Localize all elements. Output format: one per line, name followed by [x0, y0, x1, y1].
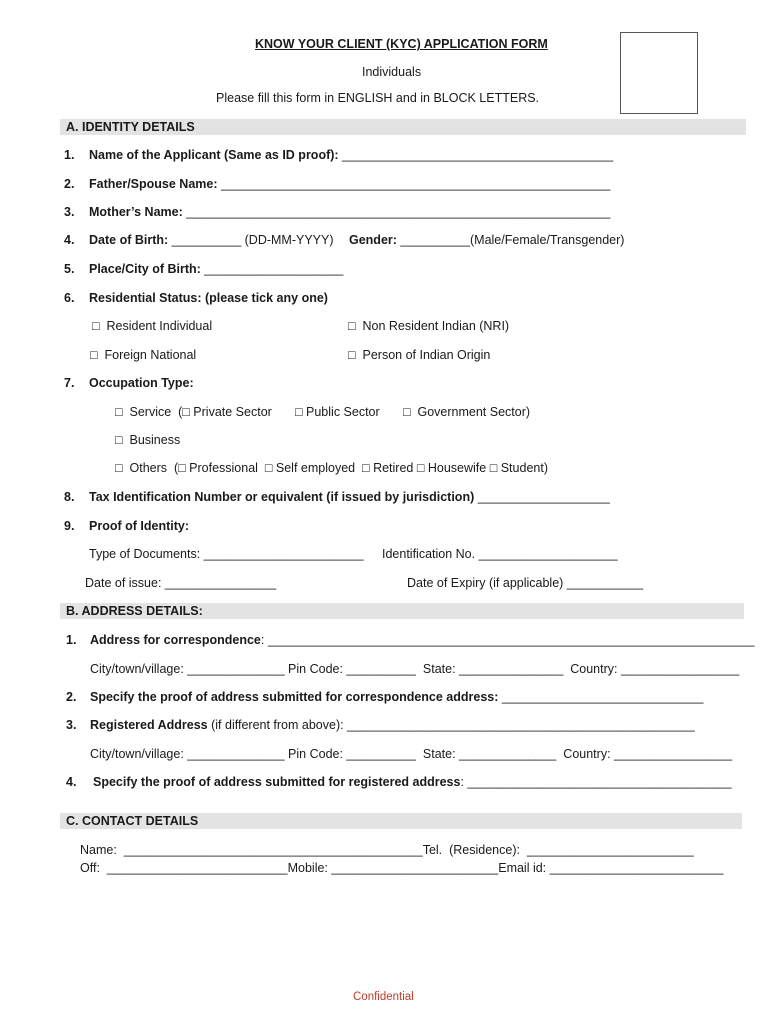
- b1-number: 1.: [66, 633, 77, 647]
- section-c-header: [60, 813, 742, 829]
- form-subtitle: Individuals: [362, 65, 422, 79]
- photo-box[interactable]: [620, 32, 698, 114]
- q9-number: 9.: [64, 519, 75, 533]
- registered-city-pin-state-country[interactable]: City/town/village: ______________ Pin Code: __________ State: ______________ Country: _________________: [90, 747, 733, 761]
- correspondence-address-label: Address for correspondence: [90, 633, 261, 647]
- section-c-heading: C. CONTACT DETAILS: [66, 814, 199, 828]
- b4-number: 4.: [66, 775, 77, 789]
- q2-number: 2.: [64, 177, 75, 191]
- mother-name-field[interactable]: Mother’s Name: _____________________________________________________________: [89, 205, 611, 219]
- date-of-birth-field[interactable]: Date of Birth: __________ (DD-MM-YYYY): [89, 233, 334, 247]
- registered-address-field[interactable]: [90, 718, 695, 732]
- correspondence-address-field[interactable]: [90, 633, 754, 647]
- q5-number: 5.: [64, 262, 75, 276]
- b2-number: 2.: [66, 690, 77, 704]
- q8-number: 8.: [64, 490, 75, 504]
- section-b-header: [60, 603, 744, 619]
- registered-proof-field[interactable]: [93, 775, 732, 789]
- place-of-birth-field[interactable]: Place/City of Birth: ____________________: [89, 262, 344, 276]
- correspondence-proof-field[interactable]: Specify the proof of address submitted for correspondence address: _____________________________: [90, 690, 704, 704]
- checkbox-others[interactable]: □ Others (□ Professional □ Self employed □ Retired □ Housewife □ Student): [115, 461, 548, 475]
- occupation-type-label: Occupation Type:: [89, 376, 194, 390]
- q7-number: 7.: [64, 376, 75, 390]
- applicant-name-field[interactable]: Name of the Applicant (Same as ID proof): _______________________________________: [89, 148, 614, 162]
- checkbox-service[interactable]: □ Service (□ Private Sector: [115, 405, 272, 419]
- document-type-field[interactable]: Type of Documents: _______________________: [89, 547, 364, 561]
- form-title: KNOW YOUR CLIENT (KYC) APPLICATION FORM: [255, 37, 548, 51]
- proof-of-identity-label: Proof of Identity:: [89, 519, 189, 533]
- q1-number: 1.: [64, 148, 75, 162]
- b3-number: 3.: [66, 718, 77, 732]
- tax-id-field[interactable]: Tax Identification Number or equivalent (if issued by jurisdiction) ___________________: [89, 490, 610, 504]
- date-of-expiry-field[interactable]: Date of Expiry (if applicable) ___________: [407, 576, 644, 590]
- checkbox-business[interactable]: □ Business: [115, 433, 181, 447]
- gender-field[interactable]: Gender: __________: [349, 233, 470, 247]
- confidential-footer: Confidential: [353, 991, 414, 1003]
- registered-proof-line: : ______________________________________: [460, 775, 732, 789]
- q3-number: 3.: [64, 205, 75, 219]
- residential-status-label: Residential Status: (please tick any one): [89, 291, 328, 305]
- section-a-heading: A. IDENTITY DETAILS: [66, 120, 195, 134]
- identification-number-field[interactable]: Identification No. ____________________: [382, 547, 618, 561]
- form-instruction: Please fill this form in ENGLISH and in BLOCK LETTERS.: [216, 91, 540, 105]
- section-a-header: [60, 119, 746, 135]
- checkbox-foreign-national[interactable]: □ Foreign National: [90, 348, 197, 362]
- registered-address-label: Registered Address: [90, 718, 208, 732]
- checkbox-government-sector[interactable]: □ Government Sector): [403, 405, 531, 419]
- registered-address-line: (if different from above): __________________________________________________: [207, 718, 695, 732]
- date-of-issue-field[interactable]: Date of issue: ________________: [85, 576, 277, 590]
- section-b-heading: B. ADDRESS DETAILS:: [66, 604, 203, 618]
- checkbox-public-sector[interactable]: □ Public Sector: [295, 405, 380, 419]
- q6-number: 6.: [64, 291, 75, 305]
- correspondence-address-line: : ______________________________________________________________________: [260, 633, 755, 647]
- contact-name-tel-field[interactable]: Name: ___________________________________________Tel. (Residence): ________________________: [80, 843, 694, 857]
- checkbox-nri[interactable]: □ Non Resident Indian (NRI): [348, 319, 510, 333]
- correspondence-city-pin-state-country[interactable]: City/town/village: ______________ Pin Code: __________ State: _______________ Country: _________________: [90, 662, 740, 676]
- q4-number: 4.: [64, 233, 75, 247]
- contact-office-mobile-email-field[interactable]: Off: __________________________Mobile: ________________________Email id: _________________________: [80, 861, 724, 875]
- checkbox-person-of-indian-origin[interactable]: □ Person of Indian Origin: [348, 348, 491, 362]
- registered-proof-label: Specify the proof of address submitted for registered address: [93, 775, 461, 789]
- checkbox-resident-individual[interactable]: □ Resident Individual: [92, 319, 213, 333]
- father-spouse-name-field[interactable]: Father/Spouse Name: ________________________________________________________: [89, 177, 611, 191]
- gender-options: (Male/Female/Transgender): [470, 233, 625, 247]
